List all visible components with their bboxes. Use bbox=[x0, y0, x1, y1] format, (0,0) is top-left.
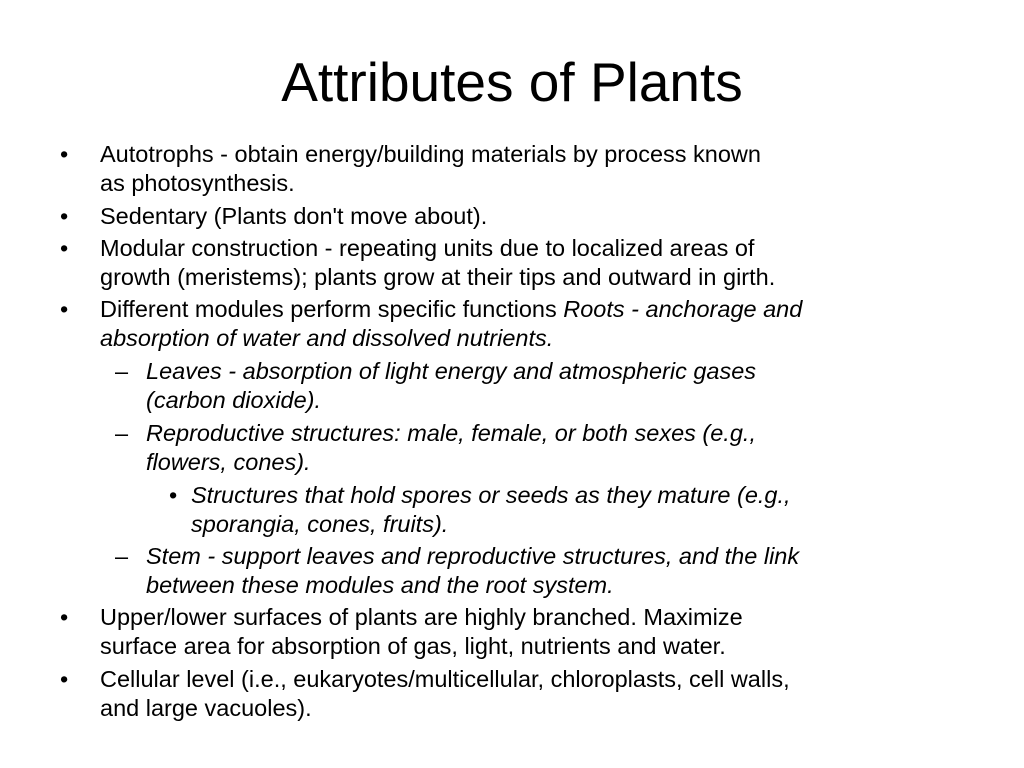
bullet-text-italic: Roots - anchorage and bbox=[563, 296, 803, 322]
bullet-marker: • bbox=[60, 296, 69, 322]
bullet-line bbox=[100, 295, 980, 324]
bullet-line: absorption of water and dissolved nutrients. bbox=[100, 325, 554, 351]
bullet-marker: • bbox=[60, 235, 69, 261]
slide-title: Attributes of Plants bbox=[281, 51, 743, 113]
bullet-line: Autotrophs - obtain energy/building materials by process known bbox=[100, 141, 761, 167]
bullet-autotrophs bbox=[60, 140, 980, 198]
subbullet-marker: – bbox=[115, 420, 129, 446]
bullet-line: Sedentary (Plants don't move about). bbox=[100, 203, 488, 229]
bullet-different-modules bbox=[60, 295, 980, 353]
subbullet-reproductive-structures bbox=[115, 419, 986, 477]
bullet-line: Leaves - absorption of light energy and atmospheric gases bbox=[146, 358, 757, 384]
bullet-line: Reproductive structures: male, female, or both sexes (e.g., bbox=[146, 420, 756, 446]
bullet-marker: • bbox=[60, 203, 69, 229]
subbullet-leaves bbox=[115, 357, 986, 415]
bullet-line: as photosynthesis. bbox=[100, 170, 295, 196]
bullet-line: flowers, cones). bbox=[146, 449, 311, 475]
bullet-sedentary bbox=[60, 202, 980, 231]
bullet-surfaces-branched bbox=[60, 603, 980, 661]
subbullet-stem bbox=[115, 542, 986, 600]
bullet-line: sporangia, cones, fruits). bbox=[191, 511, 449, 537]
bullet-line: Modular construction - repeating units due to localized areas of bbox=[100, 235, 755, 261]
bullet-marker: • bbox=[60, 666, 69, 692]
bullet-line: (carbon dioxide). bbox=[146, 387, 322, 413]
subsubbullet-marker: • bbox=[169, 482, 178, 508]
bullet-marker: • bbox=[60, 604, 69, 630]
subbullet-marker: – bbox=[115, 358, 129, 384]
bullet-line: surface area for absorption of gas, light, nutrients and water. bbox=[100, 633, 726, 659]
bullet-line: Stem - support leaves and reproductive structures, and the link bbox=[146, 543, 800, 569]
bullet-line: growth (meristems); plants grow at their tips and outward in girth. bbox=[100, 264, 776, 290]
bullet-marker: • bbox=[60, 141, 69, 167]
bullet-line: Upper/lower surfaces of plants are highly branched. Maximize bbox=[100, 604, 743, 630]
bullet-modular-construction bbox=[60, 234, 980, 292]
bullet-line: between these modules and the root system. bbox=[146, 572, 614, 598]
bullet-line: Cellular level (i.e., eukaryotes/multicellular, chloroplasts, cell walls, bbox=[100, 666, 790, 692]
bullet-line: Structures that hold spores or seeds as they mature (e.g., bbox=[191, 482, 791, 508]
subsubbullet-spore-structures bbox=[169, 481, 981, 539]
subbullet-marker: – bbox=[115, 543, 129, 569]
bullet-text-plain: Different modules perform specific functions bbox=[100, 296, 564, 322]
bullet-cellular-level bbox=[60, 665, 980, 723]
bullet-line: and large vacuoles). bbox=[100, 695, 312, 721]
